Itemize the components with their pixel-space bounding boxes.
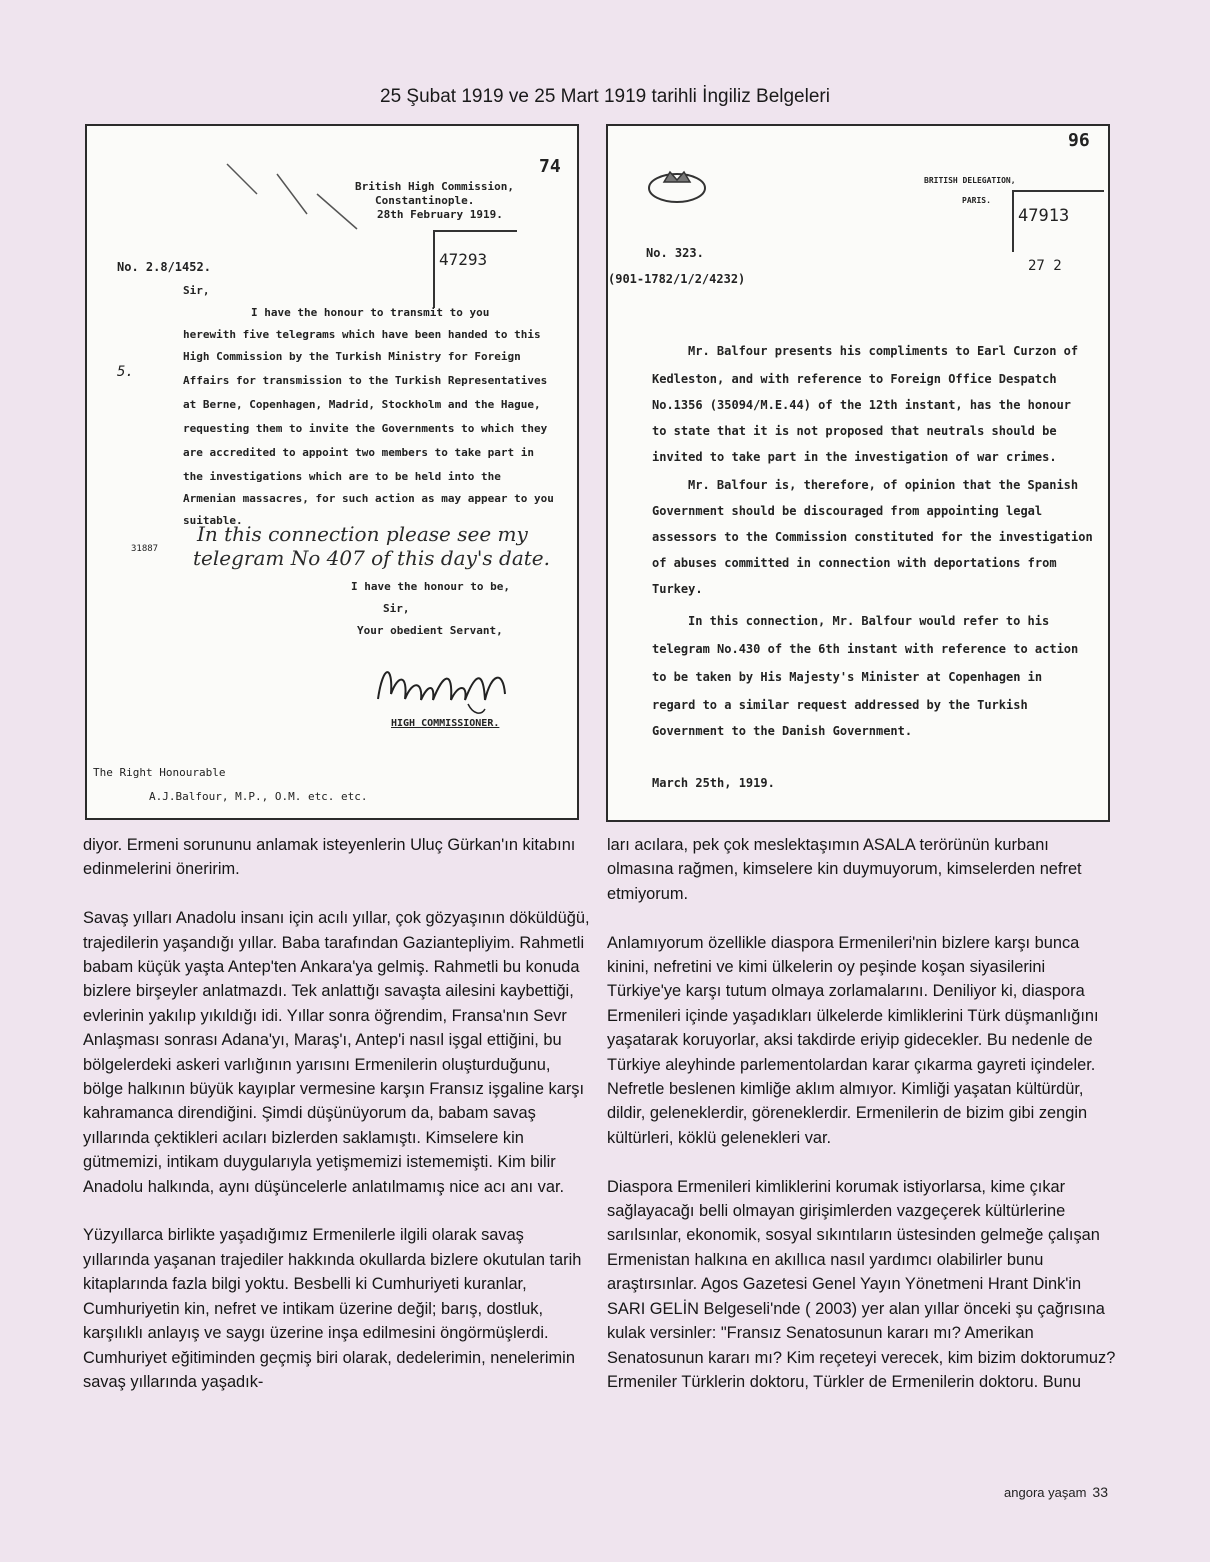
body-line: of abuses committed in connection with deportations from (652, 556, 1057, 570)
margin-note: 5. (117, 364, 134, 380)
letterhead-line-2: PARIS. (962, 196, 991, 205)
body-line: invited to take part in the investigation of war crimes. (652, 450, 1057, 464)
body-line: High Commission by the Turkish Ministry for Foreign (183, 350, 521, 363)
figure-caption: 25 Şubat 1919 ve 25 Mart 1919 tarihli İngiliz Belgeleri (380, 86, 830, 107)
page-number-right: 96 (1068, 130, 1090, 151)
header-line-1: British High Commission, (355, 180, 514, 193)
paragraph: ları acılara, pek çok meslektaşımın ASALA terörünün kurbanı olmasına rağmen, kimselere kin duymuyorum, kimselerden nefret etmiyorum. (607, 836, 1082, 903)
header-line-3: 28th February 1919. (377, 208, 503, 221)
body-line: to be taken by His Majesty's Minister at Copenhagen in (652, 670, 1043, 684)
signature-icon (373, 654, 533, 724)
stamp-number-right: 47913 (1018, 206, 1070, 226)
body-line: herewith five telegrams which have been handed to this (183, 328, 541, 341)
closing-line-3: Your obedient Servant, (357, 624, 503, 637)
publication-name: angora yaşam (1004, 1485, 1087, 1500)
registry-stamp (433, 230, 517, 308)
body-line: suitable. (183, 514, 243, 527)
handwritten-note-line-1: In this connection please see my (197, 522, 528, 546)
body-line: Government to the Danish Government. (652, 724, 913, 738)
body-line: Mr. Balfour presents his compliments to Earl Curzon of (688, 344, 1079, 358)
body-line: Mr. Balfour is, therefore, of opinion that the Spanish (688, 478, 1079, 492)
body-line: Kedleston, and with reference to Foreign Office Despatch (652, 372, 1057, 386)
pen-scribble-icon (217, 154, 367, 244)
stamp-number-left: 47293 (439, 250, 488, 269)
body-line: telegram No.430 of the 6th instant with reference to action (652, 642, 1079, 656)
page-footer (1004, 1484, 1108, 1500)
body-line: regard to a similar request addressed by the Turkish (652, 698, 1028, 712)
body-line: to state that it is not proposed that neutrals should be (652, 424, 1057, 438)
body-line: In this connection, Mr. Balfour would refer to his (688, 614, 1050, 628)
header-line-2: Constantinople. (375, 194, 475, 207)
closing-line-1: I have the honour to be, (351, 580, 510, 593)
body-line: Armenian massacres, for such action as may appear to you (183, 492, 554, 505)
body-line: requesting them to invite the Governments to which they (183, 422, 548, 435)
body-line: No.1356 (35094/M.E.44) of the 12th instant, has the honour (652, 398, 1072, 412)
body-line: Affairs for transmission to the Turkish Representatives (183, 374, 548, 387)
body-line: Government should be discouraged from appointing legal (652, 504, 1043, 518)
addressee-line-1: The Right Honourable (93, 766, 226, 779)
file-reference: (901-1782/1/2/4232) (608, 272, 746, 286)
despatch-number: No. 323. (646, 246, 704, 260)
paragraph: Diaspora Ermenileri kimliklerini korumak istiyorlarsa, kime çıkar sağlayacağı belli olmayan girişimlerden vazgeçerek kültürlerine sarılsınlar, ekonomik, sosyal sıkıntıların üstesinden gelmeğe çalışan Ermenistan halkına en akıllıca nasıl yardımcı olabilirler bunu araştırsınlar. Agos Gazetesi Genel Yayın Yönetmeni Hrant Dink'in SARI GELİN Belgeseli'nde ( 2003) yer alan yıllar önceki şu çağrısına kulak versinler: "Fransız Senatosunun kararı mı? Amerikan Senatosunun kararı mı? Kim reçeteyi verecek, kim bizim doktorumuz? Ermeniler Türklerin doktoru, Türkler de Ermenilerin doktoru. Bunu (607, 1177, 1116, 1391)
margin-reference: 31887 (131, 544, 159, 554)
paragraph: Savaş yılları Anadolu insanı için acılı yıllar, çok gözyaşının döküldüğü, trajedilerin yaşandığı yıllar. Baba tarafından Gaziantepliyim. Rahmetli babam küçük yaşta Antep'ten Ankara'ya gelmiş. Rahmetli bu konuda bizlere birşeyler anlatmazdı. Tek anlattığı savaşta ailesini kaybettiği, evlerinin yakılıp yıkıldığı idi. Yıllar sonra öğrendim, Fransa'nın Sevr Anlaşması sonrası Adana'yı, Maraş'ı, Antep'i nasıl işgal ettiğini, bu bölgelerdeki askeri varlığının yarısını Ermenilerin oluşturduğunu, bölge halkının büyük kayıplar vermesine karşın Fransız işgaline karşı kahramanca direndiğini. Şimdi düşünüyorum da, babam savaş yıllarında çektikleri acıları bizlerden saklamıştı. Kimselere kin gütmemizi, intikam duygularıyla yetişmemizi istememişti. Kim bilir Anadolu halkında, aynı düşüncelerle anlatılmamış nice acı anı var. (83, 909, 590, 1196)
text-column-right (607, 833, 1117, 1419)
paragraph: diyor. Ermeni sorununu anlamak isteyenlerin Uluç Gürkan'ın kitabını edinmelerini öneririm. (83, 836, 576, 879)
body-line: the investigations which are to be held into the (183, 470, 501, 483)
scanned-document-left (85, 124, 579, 820)
letterhead-line-1: BRITISH DELEGATION, (924, 176, 1016, 185)
document-date: March 25th, 1919. (652, 776, 775, 790)
reference-number: No. 2.8/1452. (117, 260, 211, 274)
addressee-line-2: A.J.Balfour, M.P., O.M. etc. etc. (149, 790, 368, 803)
signature-title: HIGH COMMISSIONER. (391, 718, 500, 729)
page-number: 33 (1092, 1484, 1108, 1500)
body-line: Turkey. (652, 582, 703, 596)
body-line: are accredited to appoint two members to take part in (183, 446, 534, 459)
page-number-left: 74 (539, 156, 561, 177)
text-column-left (83, 833, 593, 1419)
closing-line-2: Sir, (383, 602, 410, 615)
scanned-document-right (606, 124, 1110, 822)
paragraph: Yüzyıllarca birlikte yaşadığımız Ermenilerle ilgili olarak savaş yıllarında yaşanan trajediler hakkında okullarda bizlere okutulan tarih kitaplarında fazla bilgi yoktu. Besbelli ki Cumhuriyeti kuranlar, Cumhuriyetin kin, nefret ve intikam üzerine değil; barış, dostluk, karşılıklı anlayış ve saygı üzerine inşa edilmesini öngörmüşlerdi. Cumhuriyet eğitiminden geçmiş biri olarak, dedelerimin, nenelerimin savaş yıllarında yaşadık- (83, 1226, 582, 1391)
handwritten-note-line-2: telegram No 407 of this day's date. (193, 546, 550, 570)
body-line: at Berne, Copenhagen, Madrid, Stockholm and the Hague, (183, 398, 541, 411)
paragraph: Anlamıyorum özellikle diaspora Ermenileri'nin bizlere karşı bunca kinini, nefretini ve kimi ülkelerin oy peşinde koşan siyasilerini Türkiye'ye karşı tutum olmaya zorlamalarını. Deniliyor ki, diaspora Ermenileri içinde yaşadıkları ülkelerde kimliklerini Türk düşmanlığını yaşatarak koruyorlar, aksi takdirde eriyip gidecekler. Bu nedenle de Türkiye aleyhinde parlementolardan karar çıkarma gayreti içindeler. Nefretle beslenen kimliğe aklım almıyor. Kimliği yaşatan kültürdür, dildir, geleneklerdir, göreneklerdir. Ermenilerin de bizim gibi zengin kültürleri, köklü gelenekleri var. (607, 933, 1099, 1147)
body-line: assessors to the Commission constituted for the investigation (652, 530, 1093, 544)
salutation: Sir, (183, 284, 210, 297)
body-line: I have the honour to transmit to you (251, 306, 490, 319)
royal-crest-icon (644, 164, 710, 204)
stamp-date: 27 2 (1028, 258, 1062, 274)
